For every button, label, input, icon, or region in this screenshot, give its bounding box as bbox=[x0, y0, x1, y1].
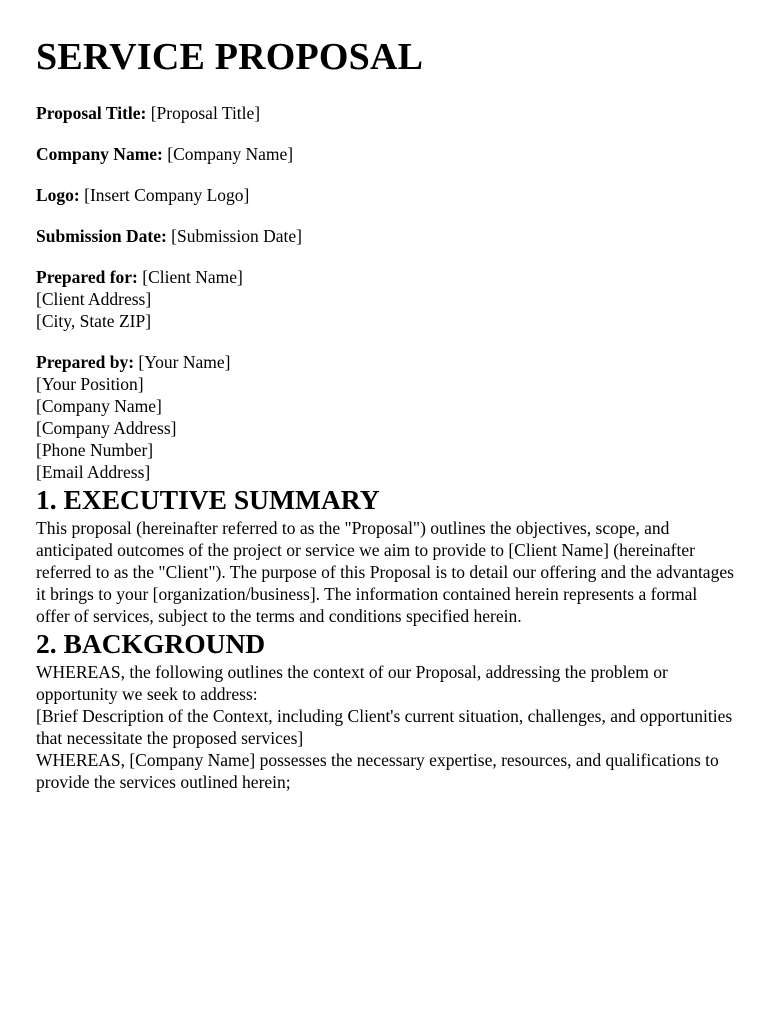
logo-value: [Insert Company Logo] bbox=[84, 185, 250, 205]
section-heading-background: 2. BACKGROUND bbox=[36, 628, 266, 659]
client-name: [Client Name] bbox=[142, 267, 243, 287]
prepared-for-label: Prepared for: bbox=[36, 267, 138, 287]
preparer-email-address: [Email Address] bbox=[36, 462, 151, 482]
submission-date-label: Submission Date: bbox=[36, 226, 167, 246]
submission-date-field bbox=[36, 225, 734, 247]
document-title: SERVICE PROPOSAL bbox=[36, 36, 424, 78]
your-name: [Your Name] bbox=[138, 352, 231, 372]
proposal-title-label: Proposal Title: bbox=[36, 103, 147, 123]
background-paragraph-3: WHEREAS, [Company Name] possesses the necessary expertise, resources, and qualifications to provide the services outlined herein; bbox=[36, 750, 719, 792]
background-paragraph-1: WHEREAS, the following outlines the context of our Proposal, addressing the problem or opportunity we seek to address: bbox=[36, 662, 668, 704]
prepared-by-block bbox=[36, 351, 734, 483]
preparer-company-address: [Company Address] bbox=[36, 418, 177, 438]
your-position: [Your Position] bbox=[36, 374, 144, 394]
submission-date-value: [Submission Date] bbox=[171, 226, 302, 246]
prepared-by-label: Prepared by: bbox=[36, 352, 135, 372]
section-heading-executive-summary: 1. EXECUTIVE SUMMARY bbox=[36, 484, 380, 515]
client-city-state-zip: [City, State ZIP] bbox=[36, 311, 152, 331]
proposal-title-value: [Proposal Title] bbox=[150, 103, 261, 123]
executive-summary-paragraph: This proposal (hereinafter referred to as the "Proposal") outlines the objectives, scope, and anticipated outcomes of the project or service we aim to provide to [Client Name] (hereinafter referred to as the "Client"). The purpose of this Proposal is to detail our offering and the advantages it brings to your [organization/business]. The information contained herein represents a formal offer of services, subject to the terms and conditions specified herein. bbox=[36, 518, 734, 626]
company-name-field bbox=[36, 143, 734, 165]
company-name-value: [Company Name] bbox=[167, 144, 294, 164]
logo-field bbox=[36, 184, 734, 206]
client-address: [Client Address] bbox=[36, 289, 152, 309]
proposal-title-field bbox=[36, 102, 734, 124]
prepared-by-line bbox=[36, 351, 734, 373]
preparer-company-name: [Company Name] bbox=[36, 396, 162, 416]
prepared-for-line bbox=[36, 266, 734, 288]
logo-label: Logo: bbox=[36, 185, 80, 205]
background-paragraph-2: [Brief Description of the Context, including Client's current situation, challenges, and opportunities that necessitate the proposed services] bbox=[36, 706, 733, 748]
prepared-for-block bbox=[36, 266, 734, 332]
company-name-label: Company Name: bbox=[36, 144, 163, 164]
preparer-phone-number: [Phone Number] bbox=[36, 440, 154, 460]
